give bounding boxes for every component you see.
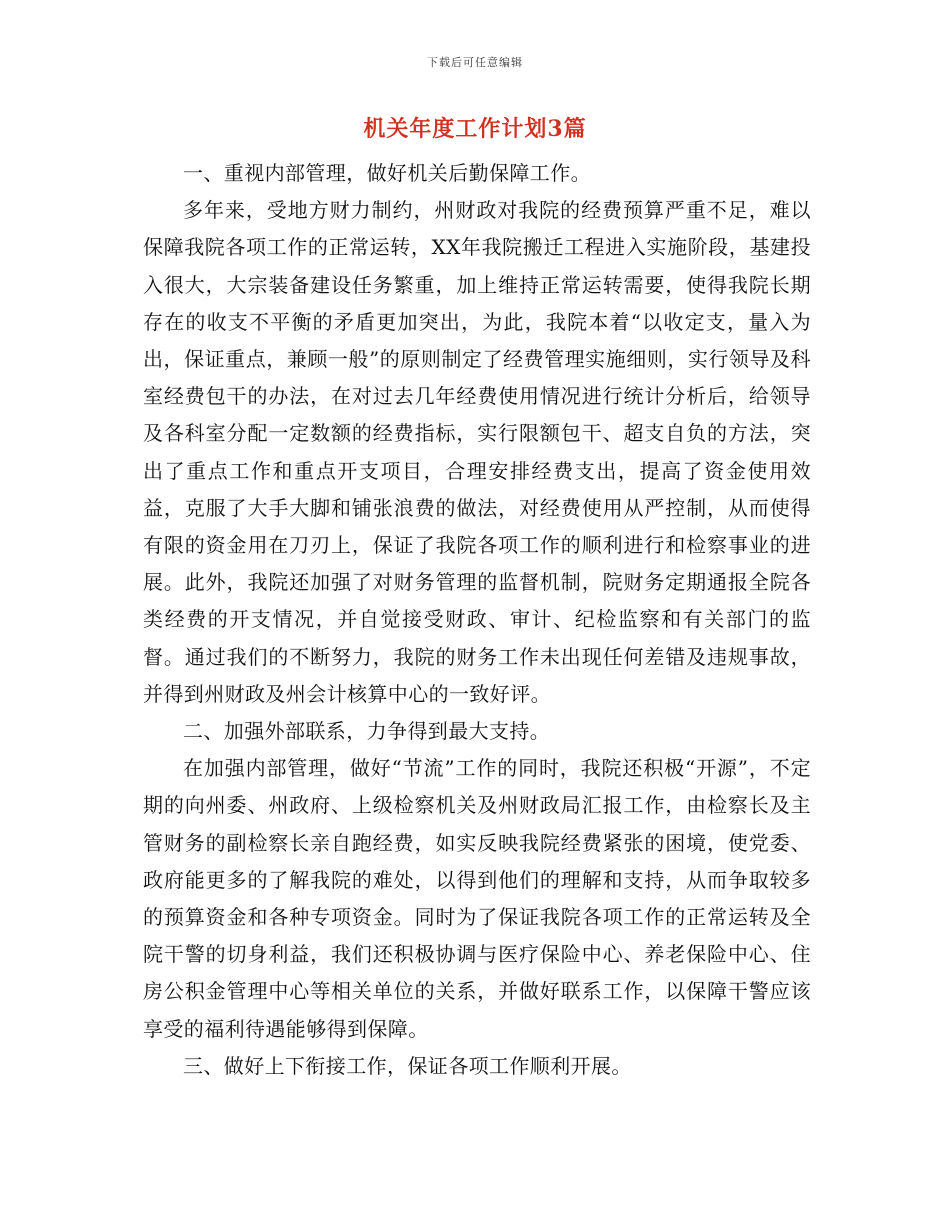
document-body bbox=[143, 155, 811, 1085]
body-paragraph-2: 在加强内部管理，做好“节流”工作的同时，我院还积极“开源”，不定期的向州委、州政府、上级检察机关及州财政局汇报工作，由检察长及主管财务的副检察长亲自跑经费，如实反映我院经费紧张的困境，使党委、政府能更多的了解我院的难处，以得到他们的理解和支持，从而争取较多的预算资金和各种专项资金。同时为了保证我院各项工作的正常运转及全院干警的切身利益，我们还积极协调与医疗保险中心、养老保险中心、住房公积金管理中心等相关单位的关系，并做好联系工作，以保障干警应该享受的福利待遇能够得到保障。 bbox=[143, 756, 811, 1041]
document-title: 机关年度工作计划3篇 bbox=[363, 116, 587, 142]
body-paragraph-1: 多年来，受地方财力制约，州财政对我院的经费预算严重不足，难以保障我院各项工作的正常运转，XX年我院搬迁工程进入实施阶段，基建投入很大，大宗装备建设任务繁重，加上维持正常运转需要，使得我院长期存在的收支不平衡的矛盾更加突出，为此，我院本着“以收定支，量入为出，保证重点，兼顾一般”的原则制定了经费管理实施细则，实行领导及科室经费包干的办法，在对过去几年经费使用情况进行统计分析后，给领导及各科室分配一定数额的经费指标，实行限额包干、超支自负的方法，突出了重点工作和重点开支项目，合理安排经费支出，提高了资金使用效益，克服了大手大脚和铺张浪费的做法，对经费使用从严控制，从而使得有限的资金用在刀刃上，保证了我院各项工作的顺利进行和检察事业的进展。此外，我院还加强了对财务管理的监督机制，院财务定期通报全院各类经费的开支情况，并自觉接受财政、审计、纪检监察和有关部门的监督。通过我们的不断努力，我院的财务工作未出现任何差错及违规事故，并得到州财政及州会计核算中心的一致好评。 bbox=[143, 198, 811, 706]
section-heading-2: 二、加强外部联系，力争得到最大支持。 bbox=[183, 719, 551, 744]
section-heading-1: 一、重视内部管理，做好机关后勤保障工作。 bbox=[183, 161, 591, 185]
section-heading-3: 三、做好上下衔接工作，保证各项工作顺利开展。 bbox=[183, 1053, 632, 1078]
header-note: 下载后可任意编辑 bbox=[427, 56, 523, 69]
